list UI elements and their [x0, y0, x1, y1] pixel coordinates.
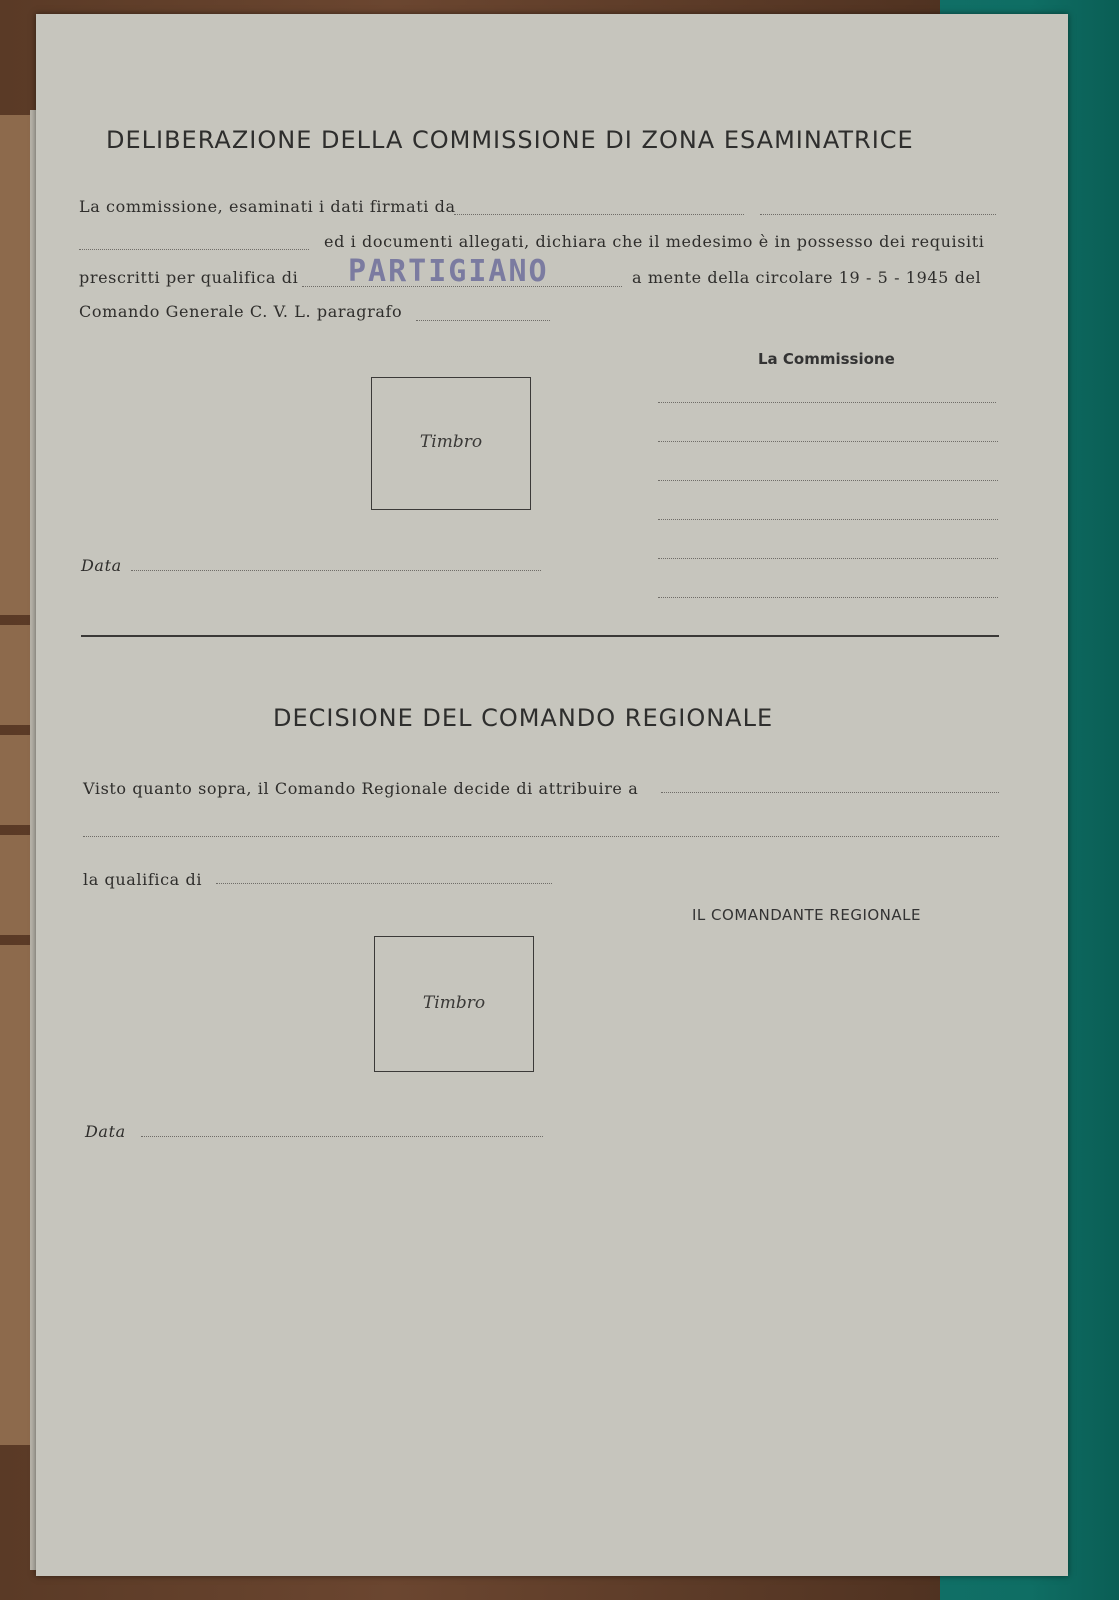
- stamp-box: [371, 377, 531, 510]
- section1-line4: Comando Generale C. V. L. paragrafo: [79, 302, 403, 321]
- signer-name-field-continued[interactable]: [760, 214, 996, 215]
- document-sheet: [36, 14, 1068, 1576]
- section1-line3-suffix: a mente della circolare 19 - 5 - 1945 del: [632, 268, 982, 287]
- section1-line2: ed i documenti allegati, dichiara che il medesimo è in possesso dei requisiti: [324, 232, 985, 251]
- partigiano-stamp: PARTIGIANO: [348, 254, 549, 289]
- stamp-label: Timbro: [422, 993, 486, 1013]
- section2-line2: la qualifica di: [83, 870, 203, 889]
- commander-label: IL COMANDANTE REGIONALE: [692, 906, 921, 924]
- recipient-field-line2[interactable]: [83, 836, 999, 837]
- section1-line1: La commissione, esaminati i dati firmati da: [79, 197, 456, 216]
- section1-title: DELIBERAZIONE DELLA COMMISSIONE DI ZONA ESAMINATRICE: [106, 126, 914, 154]
- commission-signature-line[interactable]: [658, 558, 998, 559]
- section-divider: [81, 635, 999, 637]
- section2-title: DECISIONE DEL COMANDO REGIONALE: [273, 704, 774, 732]
- signer-name-field-line2[interactable]: [79, 249, 309, 250]
- assigned-qualification-field[interactable]: [216, 883, 552, 884]
- section2-line1: Visto quanto sopra, il Comando Regionale decide di attribuire a: [83, 779, 639, 798]
- stamp-label: Timbro: [419, 432, 483, 452]
- commission-signature-line[interactable]: [658, 480, 998, 481]
- commission-signature-line[interactable]: [658, 441, 998, 442]
- commission-signature-line[interactable]: [658, 519, 998, 520]
- paragraph-field[interactable]: [416, 320, 550, 321]
- date-field[interactable]: [131, 570, 541, 571]
- date-label: Data: [81, 556, 122, 575]
- date-field[interactable]: [141, 1136, 543, 1137]
- date-label: Data: [85, 1122, 126, 1141]
- signer-name-field[interactable]: [454, 214, 744, 215]
- commission-signature-line[interactable]: [658, 402, 996, 403]
- recipient-field[interactable]: [661, 792, 999, 793]
- commission-label: La Commissione: [758, 350, 895, 368]
- commission-signature-line[interactable]: [658, 597, 998, 598]
- stamp-box: [374, 936, 534, 1072]
- section1-line3-prefix: prescritti per qualifica di: [79, 268, 299, 287]
